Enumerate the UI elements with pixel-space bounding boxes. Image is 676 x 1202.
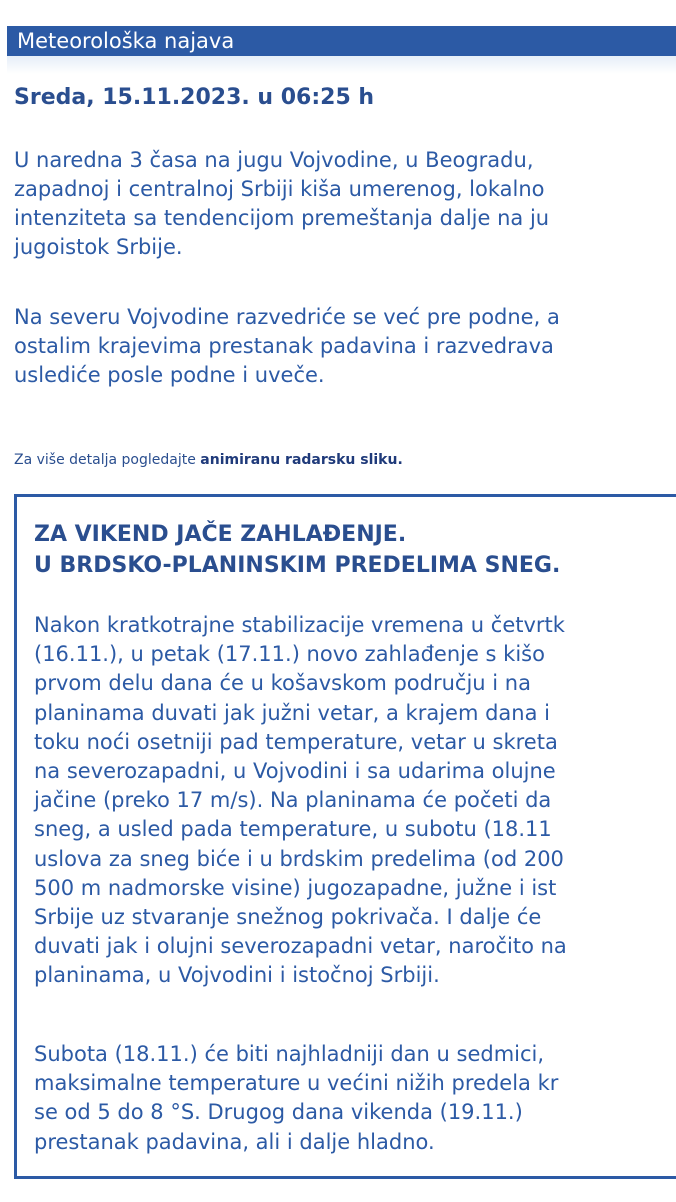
details-text: Za više detalja pogledajte — [14, 452, 201, 468]
details-line — [14, 452, 403, 468]
section-header — [7, 26, 676, 56]
notice-title: ZA VIKEND JAČE ZAHLAĐENJE. U BRDSKO-PLANINSKIM PREDELIMA SNEG. — [34, 522, 561, 578]
section-title: Meteorološka najava — [17, 29, 235, 53]
notice-paragraph: Nakon kratkotrajne stabilizacije vremena u četvrtk (16.11.), u petak (17.11.) novo zahlađenje s kišo prvom delu dana će u košavskom području i na planinama duvati jak južni vetar, a krajem dana i toku noći osetniji pad temperature, vetar u skreta na severozapadni, u Vojvodini i sa udarima olujne jačine (preko 17 m/s). Na planinama će početi da sneg, a usled pada temperature, u subotu (18.11 uslova za sneg biće i u brdskim predelima (od 200 500 m nadmorske visine) jugozapadne, južne i ist Srbije uz stvaranje snežnog pokrivača. I dalje će duvati jak i olujni severozapadni vetar, naročito na planinama, u Vojvodini i istočnoj Srbiji. — [34, 613, 567, 988]
forecast-paragraph: Na severu Vojvodine razvedriće se već pre podne, a ostalim krajevima prestanak padavina i razvedrava uslediće posle podne i uveče. — [14, 305, 560, 387]
forecast-paragraph: U naredna 3 časa na jugu Vojvodine, u Beogradu, zapadnoj i centralnoj Srbiji kiša umerenog, lokalno intenziteta sa tendencijom premeštanja dalje na ju jugoistok Srbije. — [14, 148, 550, 259]
header-divider — [7, 56, 676, 74]
forecast-datetime: Sreda, 15.11.2023. u 06:25 h — [14, 85, 375, 110]
radar-image-link[interactable]: animiranu radarsku sliku. — [200, 452, 403, 468]
notice-paragraph: Subota (18.11.) će biti najhladniji dan u sedmici, maksimalne temperature u većini nižih predela kr se od 5 do 8 °S. Drugog dana vikenda (19.11.) prestanak padavina, ali i dalje hladno. — [34, 1042, 559, 1154]
